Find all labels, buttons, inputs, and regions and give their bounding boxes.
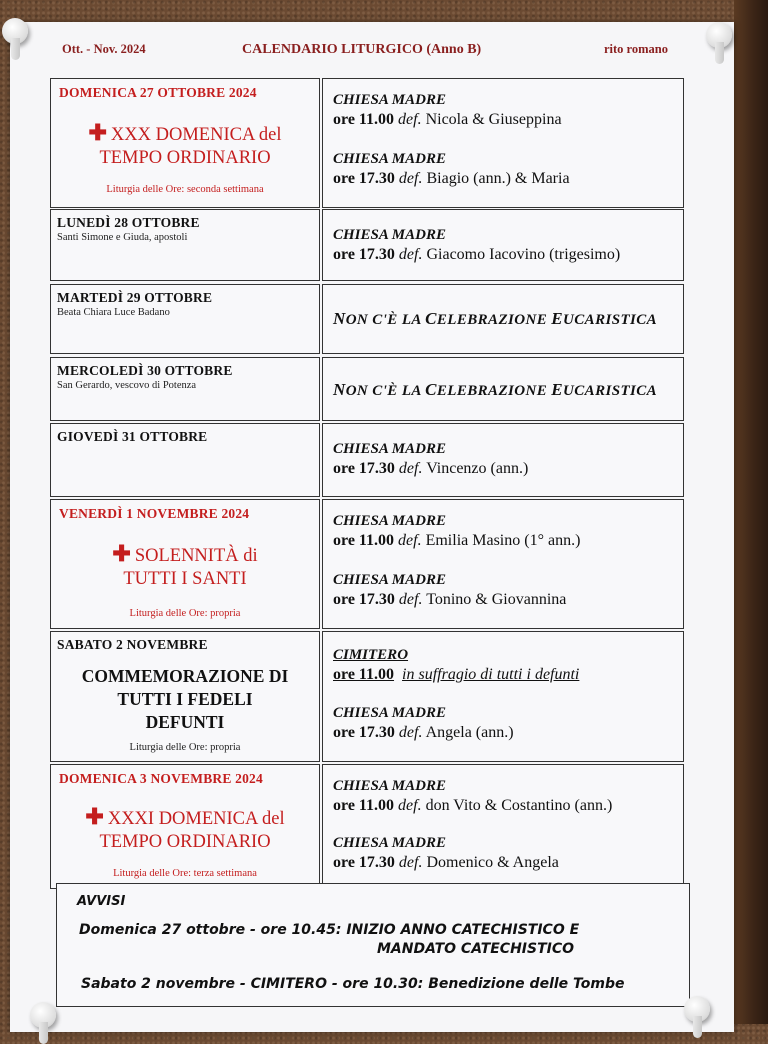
- sheet-header: [10, 42, 734, 62]
- day-date: SABATO 2 NOVEMBRE: [57, 637, 208, 652]
- liturgy-note: Liturgia delle Ore: terza settimana: [113, 868, 257, 879]
- liturgy-note: Liturgia delle Ore: propria: [129, 608, 241, 619]
- def-label: def.: [398, 460, 423, 477]
- note-text: UCARISTICA: [563, 312, 658, 328]
- mass-place: CHIESA MADRE: [333, 705, 446, 721]
- note-initial: N: [333, 380, 346, 399]
- mass-entry: [333, 226, 620, 266]
- day-row: [50, 499, 684, 629]
- def-label: def.: [398, 797, 422, 814]
- no-celebration-note: [333, 309, 657, 329]
- note-text: UCARISTICA: [563, 383, 658, 399]
- feast-line: TEMPO ORDINARIO: [99, 148, 271, 168]
- mass-cell: [322, 764, 684, 889]
- mass-intention: Domenico & Angela: [426, 854, 559, 871]
- mass-time: ore 11.00: [333, 797, 395, 814]
- pushpin-icon: [30, 1002, 56, 1028]
- mass-time: ore 17.30: [333, 591, 395, 608]
- day-row: [50, 284, 684, 354]
- day-info-cell: [50, 357, 320, 421]
- mass-intention: Nicola & Giuseppina: [425, 111, 562, 128]
- day-info-cell: [50, 631, 320, 762]
- feast-line: SOLENNITÀ di: [134, 546, 258, 566]
- mass-intention: Vincenzo (ann.): [426, 460, 529, 477]
- liturgy-note: Liturgia delle Ore: propria: [129, 742, 241, 753]
- day-info-cell: [50, 78, 320, 208]
- def-label: def.: [398, 532, 422, 549]
- mass-cell: [322, 423, 684, 497]
- mass-cell: [322, 631, 684, 762]
- notices-title: AVVISI: [77, 894, 126, 909]
- mass-entry: [333, 646, 579, 686]
- period-label: Ott. - Nov. 2024: [62, 42, 146, 56]
- notices-box: [56, 883, 690, 1007]
- day-date: MERCOLEDÌ 30 OTTOBRE: [57, 363, 233, 378]
- note-initial: C: [425, 380, 437, 399]
- cross-icon: ✚: [85, 804, 104, 829]
- saint-name: Santi Simone e Giuda, apostoli: [57, 232, 188, 243]
- feast-line: XXX DOMENICA del: [110, 125, 282, 145]
- def-label: def.: [398, 724, 423, 741]
- feast-title: [51, 542, 319, 591]
- feast-title: [51, 665, 319, 734]
- day-row: [50, 357, 684, 421]
- def-label: def.: [398, 591, 423, 608]
- mass-cell: [322, 209, 684, 281]
- feast-line: XXXI DOMENICA del: [107, 809, 285, 829]
- no-celebration-note: [333, 380, 657, 400]
- mass-time: ore 17.30: [333, 854, 395, 871]
- saint-name: Beata Chiara Luce Badano: [57, 307, 170, 318]
- note-text: ON C'È LA: [345, 312, 426, 328]
- mass-intention: in suffragio di tutti i defunti: [402, 666, 580, 683]
- def-label: def.: [398, 246, 423, 263]
- day-info-cell: [50, 284, 320, 354]
- mass-cell: [322, 78, 684, 208]
- def-label: def.: [398, 170, 423, 187]
- feast-line: DEFUNTI: [145, 712, 225, 732]
- day-date: DOMENICA 3 NOVEMBRE 2024: [59, 771, 263, 786]
- day-row: [50, 631, 684, 762]
- day-date: LUNEDÌ 28 OTTOBRE: [57, 215, 200, 230]
- pushpin-icon: [684, 996, 710, 1022]
- mass-intention: Angela (ann.): [425, 724, 514, 741]
- mass-entry: [333, 704, 514, 744]
- mass-place: CHIESA MADRE: [333, 441, 446, 457]
- mass-time: ore 17.30: [333, 170, 395, 187]
- feast-title: [51, 805, 319, 854]
- mass-place: CHIESA MADRE: [333, 92, 446, 108]
- mass-place: CHIESA MADRE: [333, 513, 446, 529]
- calendar-sheet: [10, 22, 734, 1032]
- mass-place: CIMITERO: [333, 647, 409, 663]
- day-row: [50, 78, 684, 208]
- note-text: ON C'È LA: [345, 383, 426, 399]
- feast-title: [51, 121, 319, 170]
- mass-intention: Emilia Masino (1° ann.): [425, 532, 581, 549]
- mass-entry: [333, 571, 566, 611]
- mass-intention: Biagio (ann.) & Maria: [426, 170, 570, 187]
- mass-cell: [322, 499, 684, 629]
- def-label: def.: [398, 854, 423, 871]
- feast-line: TEMPO ORDINARIO: [99, 832, 271, 852]
- mass-cell: [322, 284, 684, 354]
- cross-icon: ✚: [112, 541, 131, 566]
- pushpin-icon: [2, 18, 28, 44]
- day-date: VENERDÌ 1 NOVEMBRE 2024: [59, 506, 250, 521]
- mass-time: ore 17.30: [333, 246, 395, 263]
- note-initial: C: [425, 309, 437, 328]
- liturgy-note: Liturgia delle Ore: seconda settimana: [106, 184, 264, 195]
- feast-line: TUTTI I FEDELI: [117, 689, 253, 709]
- day-date: GIOVEDÌ 31 OTTOBRE: [57, 429, 208, 444]
- mass-place: CHIESA MADRE: [333, 227, 446, 243]
- feast-line: TUTTI I SANTI: [123, 569, 247, 589]
- mass-time: ore 17.30: [333, 460, 395, 477]
- mass-time: ore 11.00: [333, 666, 395, 683]
- mass-place: CHIESA MADRE: [333, 835, 446, 851]
- mass-intention: Tonino & Giovannina: [426, 591, 567, 608]
- mass-entry: [333, 91, 562, 131]
- rite-label: rito romano: [604, 42, 668, 56]
- day-date: MARTEDÌ 29 OTTOBRE: [57, 290, 213, 305]
- note-initial: E: [551, 309, 564, 328]
- notice-line: MANDATO CATECHISTICO: [377, 941, 575, 957]
- notice-line: Domenica 27 ottobre - ore 10.45: INIZIO ANNO CATECHISTICO E: [79, 922, 580, 938]
- mass-time: ore 11.00: [333, 532, 395, 549]
- mass-entry: [333, 150, 570, 190]
- calendar-title: CALENDARIO LITURGICO (Anno B): [242, 42, 482, 57]
- mass-entry: [333, 512, 580, 552]
- day-row: [50, 209, 684, 281]
- note-initial: N: [333, 309, 346, 328]
- day-info-cell: [50, 764, 320, 889]
- def-label: def.: [398, 111, 422, 128]
- wooden-frame: [734, 0, 768, 1024]
- day-date: DOMENICA 27 OTTOBRE 2024: [59, 85, 257, 100]
- mass-place: CHIESA MADRE: [333, 151, 446, 167]
- mass-entry: [333, 777, 612, 817]
- note-initial: E: [551, 380, 564, 399]
- note-text: ELEBRAZIONE: [436, 312, 552, 328]
- mass-place: CHIESA MADRE: [333, 778, 446, 794]
- cross-icon: ✚: [88, 120, 107, 145]
- day-info-cell: [50, 499, 320, 629]
- mass-entry: [333, 440, 528, 480]
- mass-entry: [333, 834, 559, 874]
- mass-cell: [322, 357, 684, 421]
- mass-time: ore 11.00: [333, 111, 395, 128]
- day-row: [50, 764, 684, 889]
- mass-intention: Giacomo Iacovino (trigesimo): [426, 246, 621, 263]
- feast-line: COMMEMORAZIONE DI: [81, 666, 289, 686]
- pushpin-icon: [706, 22, 732, 48]
- notice-line: Sabato 2 novembre - CIMITERO - ore 10.30: Benedizione delle Tombe: [81, 976, 625, 992]
- note-text: ELEBRAZIONE: [436, 383, 552, 399]
- day-info-cell: [50, 209, 320, 281]
- day-info-cell: [50, 423, 320, 497]
- mass-intention: don Vito & Costantino (ann.): [425, 797, 613, 814]
- mass-time: ore 17.30: [333, 724, 395, 741]
- day-row: [50, 423, 684, 497]
- mass-place: CHIESA MADRE: [333, 572, 446, 588]
- saint-name: San Gerardo, vescovo di Potenza: [57, 380, 197, 391]
